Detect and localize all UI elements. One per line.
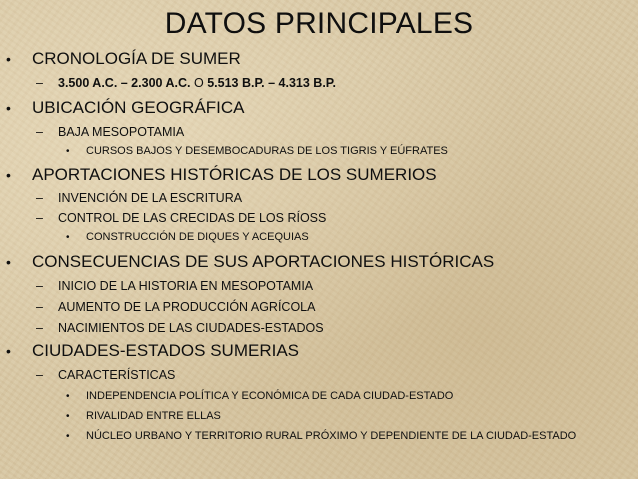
date-ac: 3.500 A.C. – 2.300 A.C. xyxy=(58,76,191,90)
dash-icon: – xyxy=(36,321,43,335)
section-ubicacion xyxy=(6,97,245,119)
section-heading: CIUDADES-ESTADOS SUMERIAS xyxy=(32,341,300,360)
dash-icon: – xyxy=(36,279,43,293)
list-item xyxy=(36,124,184,140)
bullet-icon: • xyxy=(66,391,70,402)
bullet-icon: • xyxy=(66,431,70,442)
item-text: CONTROL DE LAS CRECIDAS DE LOS RÍOSS xyxy=(58,211,327,225)
sub-list-item xyxy=(66,144,448,159)
sub-list-item xyxy=(66,429,611,444)
section-consecuencias xyxy=(6,251,494,273)
dash-icon: – xyxy=(36,191,43,205)
list-item xyxy=(36,320,324,336)
list-item xyxy=(36,367,175,383)
list-item xyxy=(36,190,242,206)
dash-icon: – xyxy=(36,300,43,314)
bullet-icon: • xyxy=(66,146,70,157)
dash-icon: – xyxy=(36,125,43,139)
bullet-icon: • xyxy=(6,51,11,67)
item-text: AUMENTO DE LA PRODUCCIÓN AGRÍCOLA xyxy=(58,300,316,314)
sub-list-item xyxy=(66,389,453,404)
bullet-icon: • xyxy=(6,100,11,116)
bullet-icon: • xyxy=(6,167,11,183)
bullet-icon: • xyxy=(66,411,70,422)
subitem-text: RIVALIDAD ENTRE ELLAS xyxy=(86,410,221,422)
dash-icon: – xyxy=(36,368,43,382)
chronology-item xyxy=(36,75,336,91)
slide-title: DATOS PRINCIPALES xyxy=(164,7,474,40)
dash-icon: – xyxy=(36,76,43,90)
date-bp: 5.513 B.P. – 4.313 B.P. xyxy=(207,76,336,90)
subitem-text: INDEPENDENCIA POLÍTICA Y ECONÓMICA DE CADA CIUDAD-ESTADO xyxy=(86,390,454,402)
bullet-icon: • xyxy=(6,254,11,270)
list-item xyxy=(36,299,315,315)
item-text: INICIO DE LA HISTORIA EN MESOPOTAMIA xyxy=(58,279,314,293)
dash-icon: – xyxy=(36,211,43,225)
section-heading: CRONOLOGÍA DE SUMER xyxy=(32,49,241,68)
sub-list-item xyxy=(66,230,309,245)
section-cronologia xyxy=(6,48,241,70)
section-heading: APORTACIONES HISTÓRICAS DE LOS SUMERIOS xyxy=(32,165,437,184)
section-ciudades-estados xyxy=(6,340,299,362)
subitem-text: CONSTRUCCIÓN DE DIQUES Y ACEQUIAS xyxy=(86,231,309,243)
subitem-text: NÚCLEO URBANO Y TERRITORIO RURAL PRÓXIMO Y DEPENDIENTE DE LA CIUDAD-ESTADO xyxy=(86,430,577,442)
sub-list-item xyxy=(66,409,221,424)
section-heading: UBICACIÓN GEOGRÁFICA xyxy=(32,98,245,117)
list-item xyxy=(36,210,326,226)
bullet-icon: • xyxy=(66,232,70,243)
item-text: NACIMIENTOS DE LAS CIUDADES-ESTADOS xyxy=(58,321,324,335)
item-text: CARACTERÍSTICAS xyxy=(58,368,176,382)
section-aportaciones xyxy=(6,164,437,186)
item-text: BAJA MESOPOTAMIA xyxy=(58,125,185,139)
item-text: INVENCIÓN DE LA ESCRITURA xyxy=(58,191,243,205)
section-heading: CONSECUENCIAS DE SUS APORTACIONES HISTÓRICAS xyxy=(32,252,495,271)
subitem-text: CURSOS BAJOS Y DESEMBOCADURAS DE LOS TIGRIS Y EÚFRATES xyxy=(86,145,448,157)
bullet-icon: • xyxy=(6,343,11,359)
list-item xyxy=(36,278,313,294)
date-connector: O xyxy=(193,76,204,90)
